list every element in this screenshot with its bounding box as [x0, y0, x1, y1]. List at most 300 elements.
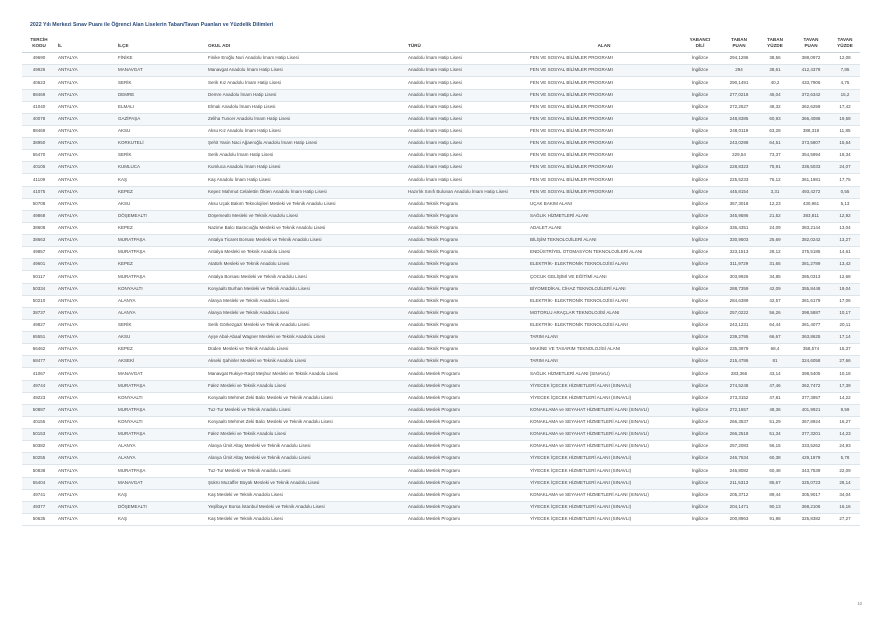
cell-ilce: KAŞ [116, 174, 206, 186]
table-row [22, 332, 860, 344]
cell-tavan-yuzde: 14,22 [830, 392, 860, 404]
cell-taban-yuzde: 56,15 [758, 441, 792, 453]
cell-turu: Anadolu İmam Hatip Lisesi [406, 89, 528, 101]
cell-tercih-kodu: 49857 [22, 247, 56, 259]
cell-taban-yuzde: 3,31 [758, 186, 792, 198]
cell-taban-puan: 204,1471 [720, 501, 758, 513]
cell-il: ANTALYA [56, 465, 116, 477]
cell-yabanci-dili: İngilizce [680, 501, 720, 513]
cell-tavan-yuzde: 13,42 [830, 259, 860, 271]
cell-tavan-yuzde: 5,13 [830, 198, 860, 210]
cell-taban-puan: 283,366 [720, 368, 758, 380]
cell-il: ANTALYA [56, 53, 116, 65]
cell-tavan-yuzde: 15,37 [830, 344, 860, 356]
cell-okul-adi: Alanya Ümit Altay Mesleki ve Teknik Anadolu Lisesi [206, 453, 406, 465]
cell-okul-adi: Düden Mesleki ve Teknik Anadolu Lisesi [206, 344, 406, 356]
cell-alan: YİYECEK İÇECEK HİZMETLERİ ALANI (SINAVLI) [528, 465, 680, 477]
cell-yabanci-dili: İngilizce [680, 332, 720, 344]
cell-tavan-puan: 377,3201 [792, 429, 830, 441]
cell-il: ANTALYA [56, 368, 116, 380]
cell-turu: Anadolu İmam Hatip Lisesi [406, 101, 528, 113]
cell-turu: Anadolu Meslek Programı [406, 489, 528, 501]
cell-alan: SAĞLIK HİZMETLERİ ALANI [528, 210, 680, 222]
cell-tercih-kodu: 49827 [22, 319, 56, 331]
cell-yabanci-dili: İngilizce [680, 125, 720, 137]
cell-okul-adi: Konyaaltı Burhan Mesleki ve Teknik Anadolu Lisesi [206, 283, 406, 295]
cell-ilce: GAZİPAŞA [116, 113, 206, 125]
table-row [22, 441, 860, 453]
cell-alan: YİYECEK İÇECEK HİZMETLERİ ALANI (SINAVLI) [528, 392, 680, 404]
cell-ilce: FİNİKE [116, 53, 206, 65]
cell-tavan-puan: 383,811 [792, 210, 830, 222]
cell-okul-adi: Tuz-Tur Mesleki ve Teknik Anadolu Lisesi [206, 404, 406, 416]
cell-turu: Anadolu Teknik Programı [406, 198, 528, 210]
cell-turu: Anadolu Teknik Programı [406, 210, 528, 222]
cell-turu: Anadolu Meslek Programı [406, 416, 528, 428]
cell-ilce: MURATPAŞA [116, 404, 206, 416]
cell-ilce: KUMLUCA [116, 162, 206, 174]
cell-taban-yuzde: 51,34 [758, 429, 792, 441]
cell-il: ANTALYA [56, 453, 116, 465]
cell-ilce: KAŞ [116, 513, 206, 525]
cell-okul-adi: Manavgat Anadolu İmam Hatip Lisesi [206, 65, 406, 77]
cell-il: ANTALYA [56, 113, 116, 125]
table-row [22, 259, 860, 271]
column-header-taban-yuzde: TABAN YÜZDE [758, 36, 792, 53]
cell-taban-puan: 323,1513 [720, 247, 758, 259]
cell-tercih-kodu: 38737 [22, 307, 56, 319]
cell-ilce: AKSEKİ [116, 356, 206, 368]
cell-yabanci-dili: İngilizce [680, 271, 720, 283]
cell-tavan-yuzde: 17,75 [830, 174, 860, 186]
cell-tavan-puan: 354,5994 [792, 150, 830, 162]
cell-alan: FEN VE SOSYAL BİLİMLER PROGRAMI [528, 53, 680, 65]
cell-turu: Anadolu İmam Hatip Lisesi [406, 113, 528, 125]
cell-tavan-puan: 336,5033 [792, 162, 830, 174]
table-row [22, 65, 860, 77]
cell-tavan-puan: 373,5807 [792, 138, 830, 150]
cell-taban-puan: 277,0218 [720, 89, 758, 101]
cell-okul-adi: Alanya Ümit Altay Mesleki ve Teknik Anadolu Lisesi [206, 441, 406, 453]
cell-taban-yuzde: 48,36 [758, 404, 792, 416]
cell-ilce: DÖŞEMEALTI [116, 210, 206, 222]
cell-tavan-puan: 363,8625 [792, 332, 830, 344]
cell-tavan-yuzde: 12,08 [830, 53, 860, 65]
cell-ilce: ALANYA [116, 441, 206, 453]
table-row [22, 429, 860, 441]
cell-il: ANTALYA [56, 174, 116, 186]
cell-tercih-kodu: 49868 [22, 210, 56, 222]
cell-taban-yuzde: 25,69 [758, 235, 792, 247]
cell-taban-yuzde: 85,67 [758, 477, 792, 489]
cell-taban-puan: 257,0222 [720, 307, 758, 319]
cell-ilce: SERİK [116, 77, 206, 89]
cell-tercih-kodu: 55404 [22, 477, 56, 489]
cell-okul-adi: Yeşilbayır Borsa İstanbul Mesleki ve Teknik Anadolu Lisesi [206, 501, 406, 513]
cell-alan: KONAKLAMA ve SEYAHAT HİZMETLERİ ALANI (SINAVLI) [528, 416, 680, 428]
cell-taban-yuzde: 40,2 [758, 77, 792, 89]
cell-taban-yuzde: 38,61 [758, 65, 792, 77]
cell-alan: TARIM ALANI [528, 356, 680, 368]
cell-yabanci-dili: İngilizce [680, 113, 720, 125]
cell-yabanci-dili: İngilizce [680, 392, 720, 404]
cell-tavan-puan: 355,8448 [792, 283, 830, 295]
cell-ilce: KAŞ [116, 489, 206, 501]
cell-tavan-puan: 493,4272 [792, 186, 830, 198]
cell-taban-puan: 284,6389 [720, 295, 758, 307]
cell-taban-yuzde: 66,67 [758, 332, 792, 344]
cell-taban-yuzde: 24,09 [758, 222, 792, 234]
cell-tavan-yuzde: 20,11 [830, 319, 860, 331]
page-title: 2022 Yılı Merkezi Sınav Puanı ile Öğrenci Alan Liselerin Taban/Tavan Puanları ve Yüzdelik Dilimleri [30, 22, 274, 28]
cell-taban-yuzde: 31,65 [758, 259, 792, 271]
cell-okul-adi: Falez Mesleki ve Teknik Anadolu Lisesi [206, 380, 406, 392]
cell-tavan-yuzde: 19,34 [830, 150, 860, 162]
cell-il: ANTALYA [56, 198, 116, 210]
cell-taban-yuzde: 89,44 [758, 489, 792, 501]
cell-tavan-yuzde: 15,64 [830, 138, 860, 150]
cell-taban-yuzde: 64,51 [758, 138, 792, 150]
cell-tavan-yuzde: 34,04 [830, 489, 860, 501]
cell-tavan-yuzde: 5,78 [830, 453, 860, 465]
cell-yabanci-dili: İngilizce [680, 344, 720, 356]
cell-tercih-kodu: 38950 [22, 138, 56, 150]
cell-tercih-kodu: 49690 [22, 53, 56, 65]
cell-ilce: KEPEZ [116, 259, 206, 271]
cell-yabanci-dili: İngilizce [680, 477, 720, 489]
cell-taban-puan: 294,1286 [720, 53, 758, 65]
table-row [22, 235, 860, 247]
cell-il: ANTALYA [56, 235, 116, 247]
cell-taban-yuzde: 76,12 [758, 174, 792, 186]
cell-turu: Anadolu Meslek Programı [406, 501, 528, 513]
cell-il: ANTALYA [56, 429, 116, 441]
cell-turu: Anadolu İmam Hatip Lisesi [406, 77, 528, 89]
cell-tavan-puan: 362,6259 [792, 101, 830, 113]
cell-tavan-puan: 324,6058 [792, 356, 830, 368]
cell-taban-puan: 246,8082 [720, 465, 758, 477]
cell-turu: Anadolu İmam Hatip Lisesi [406, 150, 528, 162]
cell-okul-adi: Manavgat Rukiye-Raşit Meşhur Mesleki ve Teknik Anadolu Lisesi [206, 368, 406, 380]
cell-turu: Anadolu Teknik Programı [406, 259, 528, 271]
column-header-tercih-kodu: TERCİH KODU [22, 36, 56, 53]
table-row [22, 283, 860, 295]
scores-table [22, 36, 860, 526]
cell-turu: Anadolu Meslek Programı [406, 477, 528, 489]
cell-ilce: AKSU [116, 125, 206, 137]
cell-taban-puan: 266,3537 [720, 416, 758, 428]
cell-ilce: ALANYA [116, 295, 206, 307]
cell-il: ANTALYA [56, 259, 116, 271]
cell-ilce: KEPEZ [116, 344, 206, 356]
cell-okul-adi: Antalya Ticaret Borsası Mesleki ve Teknik Anadolu Lisesi [206, 235, 406, 247]
cell-okul-adi: Kaş Mesleki ve Teknik Anadolu Lisesi [206, 513, 406, 525]
cell-yabanci-dili: İngilizce [680, 138, 720, 150]
cell-tercih-kodu: 49601 [22, 259, 56, 271]
table-header [22, 36, 860, 53]
cell-yabanci-dili: İngilizce [680, 259, 720, 271]
cell-tavan-puan: 305,9017 [792, 489, 830, 501]
cell-tercih-kodu: 55470 [22, 150, 56, 162]
cell-tavan-puan: 372,6342 [792, 89, 830, 101]
cell-ilce: DEMRE [116, 89, 206, 101]
cell-alan: YİYECEK İÇECEK HİZMETLERİ ALANI (SINAVLI) [528, 513, 680, 525]
cell-taban-yuzde: 42,57 [758, 295, 792, 307]
cell-yabanci-dili: İngilizce [680, 53, 720, 65]
cell-yabanci-dili: İngilizce [680, 319, 720, 331]
cell-turu: Anadolu Teknik Programı [406, 247, 528, 259]
cell-taban-yuzde: 42,09 [758, 283, 792, 295]
cell-tavan-yuzde: 12,92 [830, 210, 860, 222]
cell-turu: Anadolu Teknik Programı [406, 235, 528, 247]
cell-yabanci-dili: İngilizce [680, 368, 720, 380]
cell-tercih-kodu: 41109 [22, 174, 56, 186]
cell-taban-puan: 294 [720, 65, 758, 77]
cell-tavan-yuzde: 11,85 [830, 125, 860, 137]
cell-tercih-kodu: 49926 [22, 65, 56, 77]
cell-il: ANTALYA [56, 380, 116, 392]
table-row [22, 125, 860, 137]
cell-tercih-kodu: 41067 [22, 368, 56, 380]
cell-turu: Hazırlık Sınıfı Bulunan Anadolu İmam Hatip Lisesi [406, 186, 528, 198]
cell-taban-puan: 274,5248 [720, 380, 758, 392]
cell-alan: BİYOMEDİKAL CİHAZ TEKNOLOJİLERİ ALANI [528, 283, 680, 295]
cell-tavan-puan: 381,4077 [792, 319, 830, 331]
cell-tavan-puan: 325,8382 [792, 513, 830, 525]
cell-il: ANTALYA [56, 319, 116, 331]
cell-tavan-puan: 377,3957 [792, 392, 830, 404]
cell-okul-adi: Antalya Borsası Mesleki ve Teknik Anadolu Lisesi [206, 271, 406, 283]
cell-alan: FEN VE SOSYAL BİLİMLER PROGRAMI [528, 162, 680, 174]
cell-taban-puan: 215,4786 [720, 356, 758, 368]
cell-taban-yuzde: 63,28 [758, 125, 792, 137]
cell-tavan-yuzde: 28,14 [830, 477, 860, 489]
cell-alan: FEN VE SOSYAL BİLİMLER PROGRAMI [528, 65, 680, 77]
cell-alan: SAĞLIK HİZMETLERİ ALANI (SINAVLI) [528, 368, 680, 380]
cell-il: ANTALYA [56, 392, 116, 404]
cell-tavan-puan: 383,2144 [792, 222, 830, 234]
cell-ilce: MANAVGAT [116, 65, 206, 77]
table-header-row [22, 36, 860, 53]
cell-taban-puan: 445,8154 [720, 186, 758, 198]
table-row [22, 295, 860, 307]
cell-tavan-yuzde: 10,18 [830, 368, 860, 380]
cell-yabanci-dili: İngilizce [680, 513, 720, 525]
cell-okul-adi: Alanya Mesleki ve Teknik Anadolu Lisesi [206, 307, 406, 319]
column-header-taban-puan: TABAN PUAN [720, 36, 758, 53]
cell-ilce: MURATPAŞA [116, 247, 206, 259]
cell-il: ANTALYA [56, 138, 116, 150]
cell-turu: Anadolu Meslek Programı [406, 392, 528, 404]
cell-tavan-puan: 388,318 [792, 125, 830, 137]
cell-il: ANTALYA [56, 150, 116, 162]
table-row [22, 513, 860, 525]
cell-taban-yuzde: 43,14 [758, 368, 792, 380]
table-row [22, 247, 860, 259]
column-header-yabanci-dili: YABANCI DİLİ [680, 36, 720, 53]
cell-tercih-kodu: 50708 [22, 198, 56, 210]
table-row [22, 222, 860, 234]
cell-turu: Anadolu Meslek Programı [406, 404, 528, 416]
cell-taban-puan: 248,0119 [720, 125, 758, 137]
table-row [22, 186, 860, 198]
cell-alan: FEN VE SOSYAL BİLİMLER PROGRAMI [528, 138, 680, 150]
cell-tavan-yuzde: 22,09 [830, 465, 860, 477]
table-row [22, 53, 860, 65]
cell-alan: UÇAK BAKIM ALANI [528, 198, 680, 210]
table-row [22, 174, 860, 186]
cell-tavan-puan: 381,2789 [792, 259, 830, 271]
cell-tavan-yuzde: 16,16 [830, 501, 860, 513]
table-row [22, 392, 860, 404]
table-row [22, 489, 860, 501]
cell-yabanci-dili: İngilizce [680, 307, 720, 319]
cell-tavan-yuzde: 24,93 [830, 441, 860, 453]
cell-alan: KONAKLAMA ve SEYAHAT HİZMETLERİ ALANI (SINAVLI) [528, 429, 680, 441]
cell-okul-adi: Kepez Mahmut Celalettin Ökten Anadolu İmam Hatip Lisesi [206, 186, 406, 198]
cell-okul-adi: Ayşe Abal-Abaal Wagner Mesleki ve Teknik Anadolu Lisesi [206, 332, 406, 344]
cell-alan: FEN VE SOSYAL BİLİMLER PROGRAMI [528, 150, 680, 162]
cell-taban-puan: 330,9503 [720, 235, 758, 247]
cell-il: ANTALYA [56, 101, 116, 113]
cell-alan: MOTORLU ARAÇLAR TEKNOLOJİSİ ALANI [528, 307, 680, 319]
cell-tavan-yuzde: 24,07 [830, 162, 860, 174]
table-row [22, 501, 860, 513]
cell-okul-adi: Atatürk Mesleki ve Teknik Anadolu Lisesi [206, 259, 406, 271]
cell-il: ANTALYA [56, 404, 116, 416]
table-row [22, 77, 860, 89]
cell-ilce: MURATPAŞA [116, 429, 206, 441]
cell-turu: Anadolu Meslek Programı [406, 368, 528, 380]
cell-turu: Anadolu Meslek Programı [406, 429, 528, 441]
cell-il: ANTALYA [56, 477, 116, 489]
cell-okul-adi: Şehit Yasin Naci Ağaeroğlu Anadolu İmam Hatip Lisesi [206, 138, 406, 150]
cell-taban-yuzde: 91,98 [758, 513, 792, 525]
cell-il: ANTALYA [56, 307, 116, 319]
cell-yabanci-dili: İngilizce [680, 101, 720, 113]
cell-taban-puan: 273,3152 [720, 392, 758, 404]
cell-tercih-kodu: 68477 [22, 356, 56, 368]
cell-ilce: MURATPAŞA [116, 235, 206, 247]
cell-ilce: ALANYA [116, 307, 206, 319]
table-row [22, 465, 860, 477]
cell-alan: KONAKLAMA ve SEYAHAT HİZMETLERİ ALANI (SINAVLI) [528, 404, 680, 416]
cell-tavan-puan: 367,8924 [792, 416, 830, 428]
cell-il: ANTALYA [56, 247, 116, 259]
cell-alan: ÇOCUK GELİŞİMİ VE EĞİTİMİ ALANI [528, 271, 680, 283]
cell-okul-adi: Kaş Mesleki ve Teknik Anadolu Lisesi [206, 489, 406, 501]
cell-turu: Anadolu Teknik Programı [406, 307, 528, 319]
cell-il: ANTALYA [56, 283, 116, 295]
cell-ilce: MANAVGAT [116, 477, 206, 489]
cell-ilce: KORKUTELİ [116, 138, 206, 150]
cell-yabanci-dili: İngilizce [680, 453, 720, 465]
column-header-ilce: İLÇE [116, 36, 206, 53]
table-row [22, 319, 860, 331]
cell-tavan-puan: 375,5185 [792, 247, 830, 259]
cell-taban-puan: 290,1491 [720, 77, 758, 89]
table-row [22, 477, 860, 489]
cell-taban-puan: 246,7634 [720, 453, 758, 465]
cell-turu: Anadolu İmam Hatip Lisesi [406, 174, 528, 186]
cell-taban-yuzde: 75,91 [758, 162, 792, 174]
cell-tavan-puan: 362,7472 [792, 380, 830, 392]
cell-okul-adi: Konyaaltı Mehmet Zeki Balcı Mesleki ve Teknik Anadolu Lisesi [206, 392, 406, 404]
cell-ilce: ALANYA [116, 453, 206, 465]
cell-taban-puan: 266,2518 [720, 429, 758, 441]
table-row [22, 380, 860, 392]
cell-ilce: ELMALI [116, 101, 206, 113]
table-row [22, 150, 860, 162]
cell-tavan-yuzde: 7,85 [830, 65, 860, 77]
cell-tercih-kodu: 49377 [22, 501, 56, 513]
cell-tercih-kodu: 88469 [22, 125, 56, 137]
cell-il: ANTALYA [56, 295, 116, 307]
cell-taban-yuzde: 21,52 [758, 210, 792, 222]
cell-okul-adi: Elmalı Anadolu İmam Hatip Lisesi [206, 101, 406, 113]
table-row [22, 344, 860, 356]
table-row [22, 368, 860, 380]
cell-taban-puan: 311,9729 [720, 259, 758, 271]
column-header-il: İL [56, 36, 116, 53]
cell-il: ANTALYA [56, 441, 116, 453]
cell-il: ANTALYA [56, 162, 116, 174]
table-row [22, 271, 860, 283]
cell-okul-adi: Falez Mesleki ve Teknik Anadolu Lisesi [206, 429, 406, 441]
cell-turu: Anadolu İmam Hatip Lisesi [406, 138, 528, 150]
cell-tavan-puan: 398,5405 [792, 368, 830, 380]
cell-tercih-kodu: 41075 [22, 186, 56, 198]
cell-tavan-yuzde: 0,55 [830, 186, 860, 198]
cell-okul-adi: Döşemealtı Mesleki ve Teknik Anadolu Lisesi [206, 210, 406, 222]
cell-taban-yuzde: 60,38 [758, 453, 792, 465]
cell-tavan-yuzde: 27,66 [830, 356, 860, 368]
cell-okul-adi: Serik Kız Anadolu İmam Hatip Lisesi [206, 77, 406, 89]
cell-tavan-puan: 366,4086 [792, 113, 830, 125]
page-number: 10 [857, 601, 862, 606]
cell-tavan-puan: 430,961 [792, 198, 830, 210]
cell-alan: TARIM ALANI [528, 332, 680, 344]
cell-tavan-puan: 385,0313 [792, 271, 830, 283]
cell-okul-adi: Serik Görkezgazi Mesleki ve Teknik Anadolu Lisesi [206, 319, 406, 331]
cell-yabanci-dili: İngilizce [680, 465, 720, 477]
cell-alan: FEN VE SOSYAL BİLİMLER PROGRAMI [528, 186, 680, 198]
cell-alan: ELEKTRİK- ELEKTRONİK TEKNOLOJİSİ ALANI [528, 295, 680, 307]
cell-taban-puan: 243,0298 [720, 138, 758, 150]
cell-alan: ELEKTRİK- ELEKTRONİK TEKNOLOJİSİ ALANI [528, 259, 680, 271]
cell-alan: BİLİŞİM TEKNOLOJİLERİ ALANI [528, 235, 680, 247]
table-row [22, 89, 860, 101]
cell-ilce: KEPEZ [116, 186, 206, 198]
cell-tercih-kodu: 41040 [22, 101, 56, 113]
cell-okul-adi: Antalya Mesleki ve Teknik Anadolu Lisesi [206, 247, 406, 259]
column-header-tavan-puan: TAVAN PUAN [792, 36, 830, 53]
cell-yabanci-dili: İngilizce [680, 247, 720, 259]
cell-okul-adi: Tuz-Tur Mesleki ve Teknik Anadolu Lisesi [206, 465, 406, 477]
cell-taban-yuzde: 81 [758, 356, 792, 368]
cell-tavan-puan: 368,2106 [792, 501, 830, 513]
cell-yabanci-dili: İngilizce [680, 210, 720, 222]
cell-taban-yuzde: 47,81 [758, 392, 792, 404]
cell-okul-adi: Nazime Balcı Bastıcıoğlu Mesleki ve Teknik Anadolu Lisesi [206, 222, 406, 234]
cell-il: ANTALYA [56, 356, 116, 368]
cell-il: ANTALYA [56, 489, 116, 501]
cell-okul-adi: Akseki Şahinler Mesleki ve Teknik Anadolu Lisesi [206, 356, 406, 368]
cell-taban-yuzde: 28,12 [758, 247, 792, 259]
cell-tavan-puan: 358,574 [792, 344, 830, 356]
cell-turu: Anadolu Teknik Programı [406, 271, 528, 283]
cell-yabanci-dili: İngilizce [680, 441, 720, 453]
